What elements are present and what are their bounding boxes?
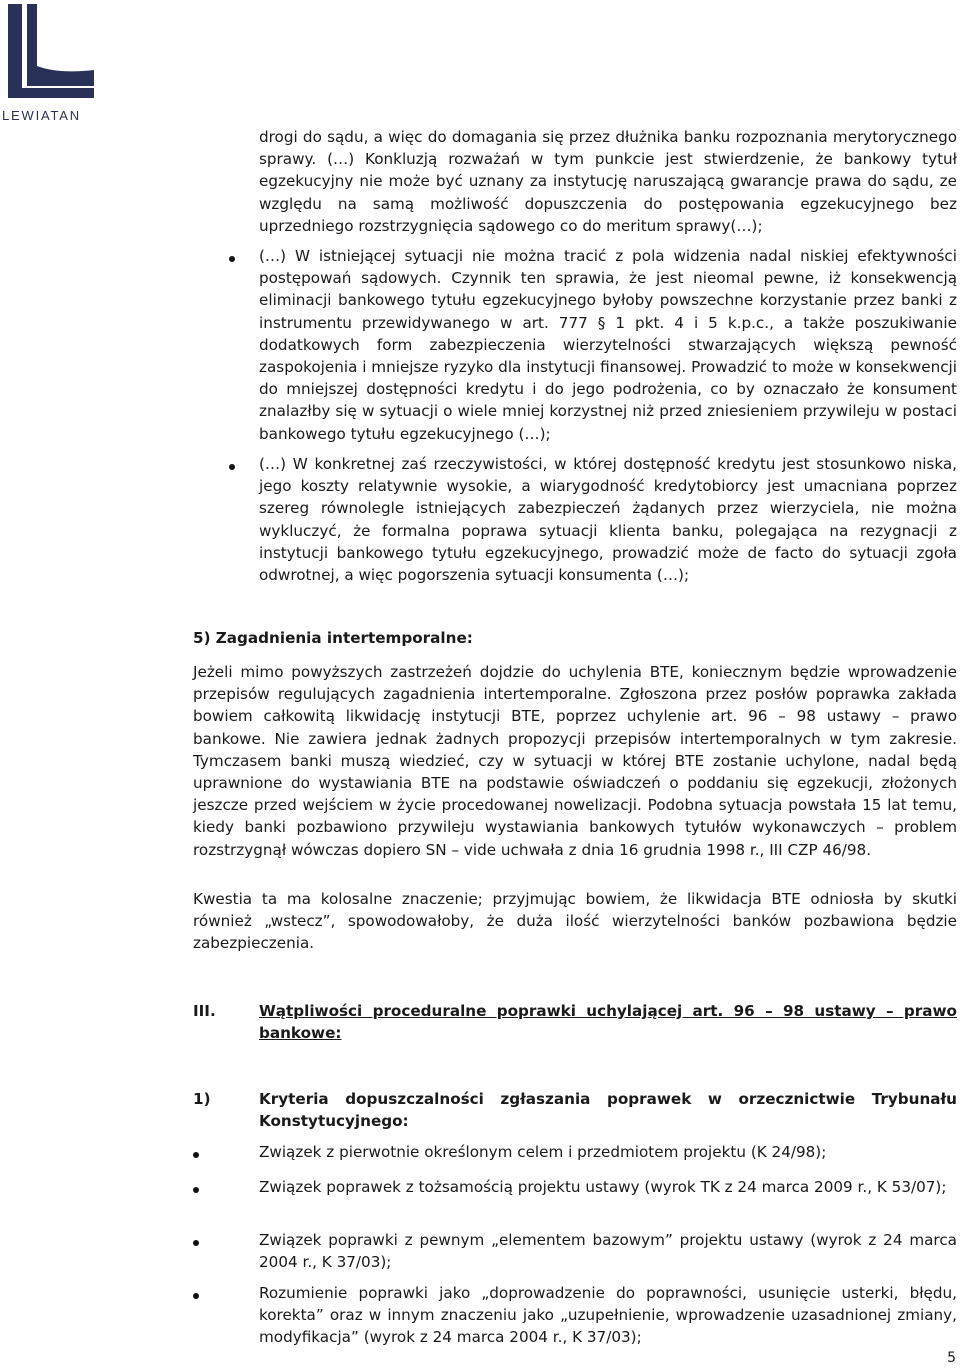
section-3-heading: Wątpliwości proceduralne poprawki uchylającej art. 96 – 98 ustawy – prawo bankowe: (259, 1002, 957, 1043)
subsection-1-number: 1) (193, 1090, 211, 1108)
bullet-marker (229, 464, 235, 470)
bullet-marker (193, 1293, 199, 1299)
criteria-bullet-4: Rozumienie poprawki jako „doprowadzenie do poprawności, usunięcie usterki, błędu, korekta” oraz w innym znaczeniu jako „uzupełnienie, wprowadzenie uzasadnionej zmiany, modyfikacja” (wyrok z 24 marca 2004 r., K 37/03); (259, 1284, 957, 1347)
quote-bullet-2: (…) W konkretnej zaś rzeczywistości, w której dostępność kredytu jest stosunkowo niska, jego koszty relatywnie wysokie, a wiarygodność kredytobiorcy jest umacniana poprzez szereg równolegle istniejących zabezpieczeń żądanych przez wierzyciela, nie można wykluczyć, że formalna poprawa sytuacji klienta banku, polegająca na rezygnacji z instytucji bankowego tytułu egzekucyjnego, prowadzić może de facto do sytuacji zgoła odwrotnej, a więc pogorszenia sytuacji konsumenta (…); (259, 455, 957, 585)
lewiatan-logo (0, 0, 100, 125)
brand-wordmark: LEWIATAN (2, 108, 81, 123)
intro-paragraph: drogi do sądu, a więc do domagania się przez dłużnika banku rozpoznania merytorycznego sprawy. (…) Konkluzją rozważań w tym punkcie jest stwierdzenie, że bankowy tytuł egzekucyjny nie może być uznany za instytucję naruszającą gwarancje prawa do sądu, ze względu na samą możliwość dopuszczenia do postępowania egzekucyjnego bez uprzedniego rozstrzygnięcia sądowego co do meritum sprawy(…); (259, 128, 957, 235)
bullet-marker (193, 1240, 199, 1246)
page-number: 5 (947, 1350, 956, 1366)
criteria-bullet-2: Związek poprawek z tożsamością projektu ustawy (wyrok TK z 24 marca 2009 r., K 53/07); (259, 1178, 947, 1196)
section-5-paragraph-2: Kwestia ta ma kolosalne znaczenie; przyjmując bowiem, że likwidacja BTE odniosła by skutki również „wstecz”, spowodowałoby, że duża ilość wierzytelności banków pozbawiona będzie zabezpieczenia. (193, 890, 957, 953)
bullet-marker (229, 256, 235, 262)
criteria-bullet-1: Związek z pierwotnie określonym celem i przedmiotem projektu (K 24/98); (259, 1143, 827, 1161)
criteria-bullet-3: Związek poprawki z pewnym „elementem bazowym” projektu ustawy (wyrok z 24 marca 2004 r., K 37/03); (259, 1231, 957, 1272)
bullet-marker (193, 1152, 199, 1158)
subsection-1-heading: Kryteria dopuszczalności zgłaszania poprawek w orzecznictwie Trybunału Konstytucyjnego: (259, 1090, 957, 1131)
bullet-marker (193, 1187, 199, 1193)
section-5-heading: 5) Zagadnienia intertemporalne: (193, 629, 473, 647)
quote-bullet-1: (…) W istniejącej sytuacji nie można tracić z pola widzenia nadal niskiej efektywności postępowań sądowych. Czynnik ten sprawia, że jest nieomal pewne, iż konsekwencją eliminacji bankowego tytułu egzekucyjnego byłoby powszechne korzystanie przez banki z instrumentu przewidywanego w art. 777 § 1 pkt. 4 i 5 k.p.c., a także poszukiwanie dodatkowych form zabezpieczenia wierzytelności stwarzających większą pewność zaspokojenia i mniejsze ryzyko dla instytucji finansowej. Prowadzić to może w konsekwencji do mniejszej dostępności kredytu i do jego podrożenia, co by oznaczało że konsument znalazłby się w sytuacji o wiele mniej korzystnej niż przed zniesieniem przywileju w postaci bankowego tytułu egzekucyjnego (…); (259, 247, 957, 443)
section-5-paragraph-1: Jeżeli mimo powyższych zastrzeżeń dojdzie do uchylenia BTE, koniecznym będzie wprowadzenie przepisów regulujących zagadnienia intertemporalne. Zgłoszona przez posłów poprawka zakłada bowiem całkowitą likwidację instytucji BTE, poprzez uchylenie art. 96 – 98 ustawy – prawo bankowe. Nie zawiera jednak żadnych propozycji przepisów intertemporalnych w tym zakresie. Tymczasem banki muszą wiedzieć, czy w sytuacji w której BTE zostanie uchylone, nadal będą uprawnione do wystawiania BTE na podstawie oświadczeń o poddaniu się egzekucji, złożonych jeszcze przed wejściem w życie procedowanej nowelizacji. Podobna sytuacja powstała 15 lat temu, kiedy banki pozbawiono przywileju wystawiania bankowych tytułów wykonawczych – problem rozstrzygnął wówczas dopiero SN – vide uchwała z dnia 16 grudnia 1998 r., III CZP 46/98. (193, 663, 957, 859)
section-3-number: III. (193, 1002, 216, 1020)
